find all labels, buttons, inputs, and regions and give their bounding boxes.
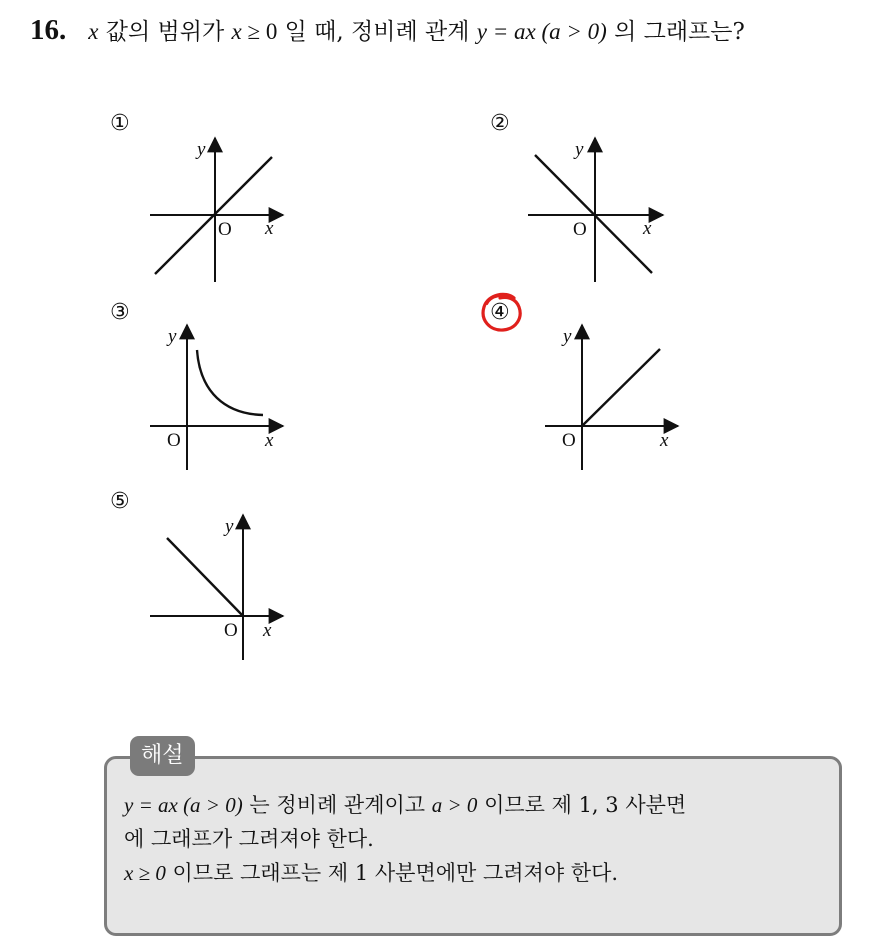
choice-5-graph[interactable]: [145, 512, 290, 662]
question-condition: ≥ 0: [241, 19, 278, 44]
choice-2-label[interactable]: ②: [490, 111, 510, 136]
choice-3-origin-label: O: [167, 430, 181, 451]
choice-3-y-label: y: [168, 326, 177, 347]
choice-3-label[interactable]: ③: [110, 300, 130, 325]
choice-1-x-label: x: [265, 218, 274, 239]
choice-1-origin-label: O: [218, 219, 232, 240]
choice-1-label[interactable]: ①: [110, 111, 130, 136]
choice-4-label[interactable]: ④: [490, 300, 510, 325]
choice-4-graph[interactable]: [540, 322, 685, 472]
choice-4-graph-line: [582, 349, 660, 426]
question-number: 16.: [30, 14, 67, 46]
choice-3-x-label: x: [265, 430, 274, 451]
choice-4-x-label: x: [660, 430, 669, 451]
choice-5-x-label: x: [263, 620, 272, 641]
choice-2-origin-label: O: [573, 219, 587, 240]
solution-text: [124, 788, 839, 890]
choice-1-y-label: y: [197, 139, 206, 160]
solution-equation: y = ax (a > 0): [124, 793, 243, 817]
choice-2-x-label: x: [643, 218, 652, 239]
question-part-2: 일 때, 정비례 관계: [277, 19, 477, 45]
solution-line-1: [124, 788, 839, 822]
choice-5-origin-label: O: [224, 620, 238, 641]
choice-2-y-label: y: [575, 139, 584, 160]
choice-5-y-label: y: [225, 516, 234, 537]
solution-line-1-mid: 는 정비례 관계이고: [242, 793, 432, 817]
choice-3-graph[interactable]: [145, 322, 290, 472]
solution-line-2: 에 그래프가 그려져야 한다.: [124, 827, 374, 851]
question-equation: y = ax (a > 0): [476, 19, 607, 44]
solution-tag: 해설: [130, 736, 195, 776]
choice-3-graph-curve: [197, 350, 263, 415]
question-text: [30, 10, 870, 52]
question-var-x-2: x: [231, 19, 242, 44]
choice-4-y-label: y: [563, 326, 572, 347]
choice-2-graph[interactable]: [525, 135, 670, 285]
choice-5-label[interactable]: ⑤: [110, 489, 130, 514]
solution-condition-x: x ≥ 0: [124, 861, 166, 885]
solution-line-3-end: 이므로 그래프는 제 1 사분면에만 그려져야 한다.: [165, 861, 619, 885]
solution-condition-a: a > 0: [431, 793, 478, 817]
solution-line-1-end: 이므로 제 1, 3 사분면: [477, 793, 687, 817]
choice-5-graph-line: [167, 538, 243, 616]
choice-4-origin-label: O: [562, 430, 576, 451]
question-part-3: 의 그래프는?: [606, 19, 745, 45]
question-var-x: x: [88, 19, 99, 44]
choice-1-graph[interactable]: [145, 135, 290, 285]
question-part-1: 값의 범위가: [98, 19, 232, 45]
solution-line-3: [124, 856, 839, 890]
